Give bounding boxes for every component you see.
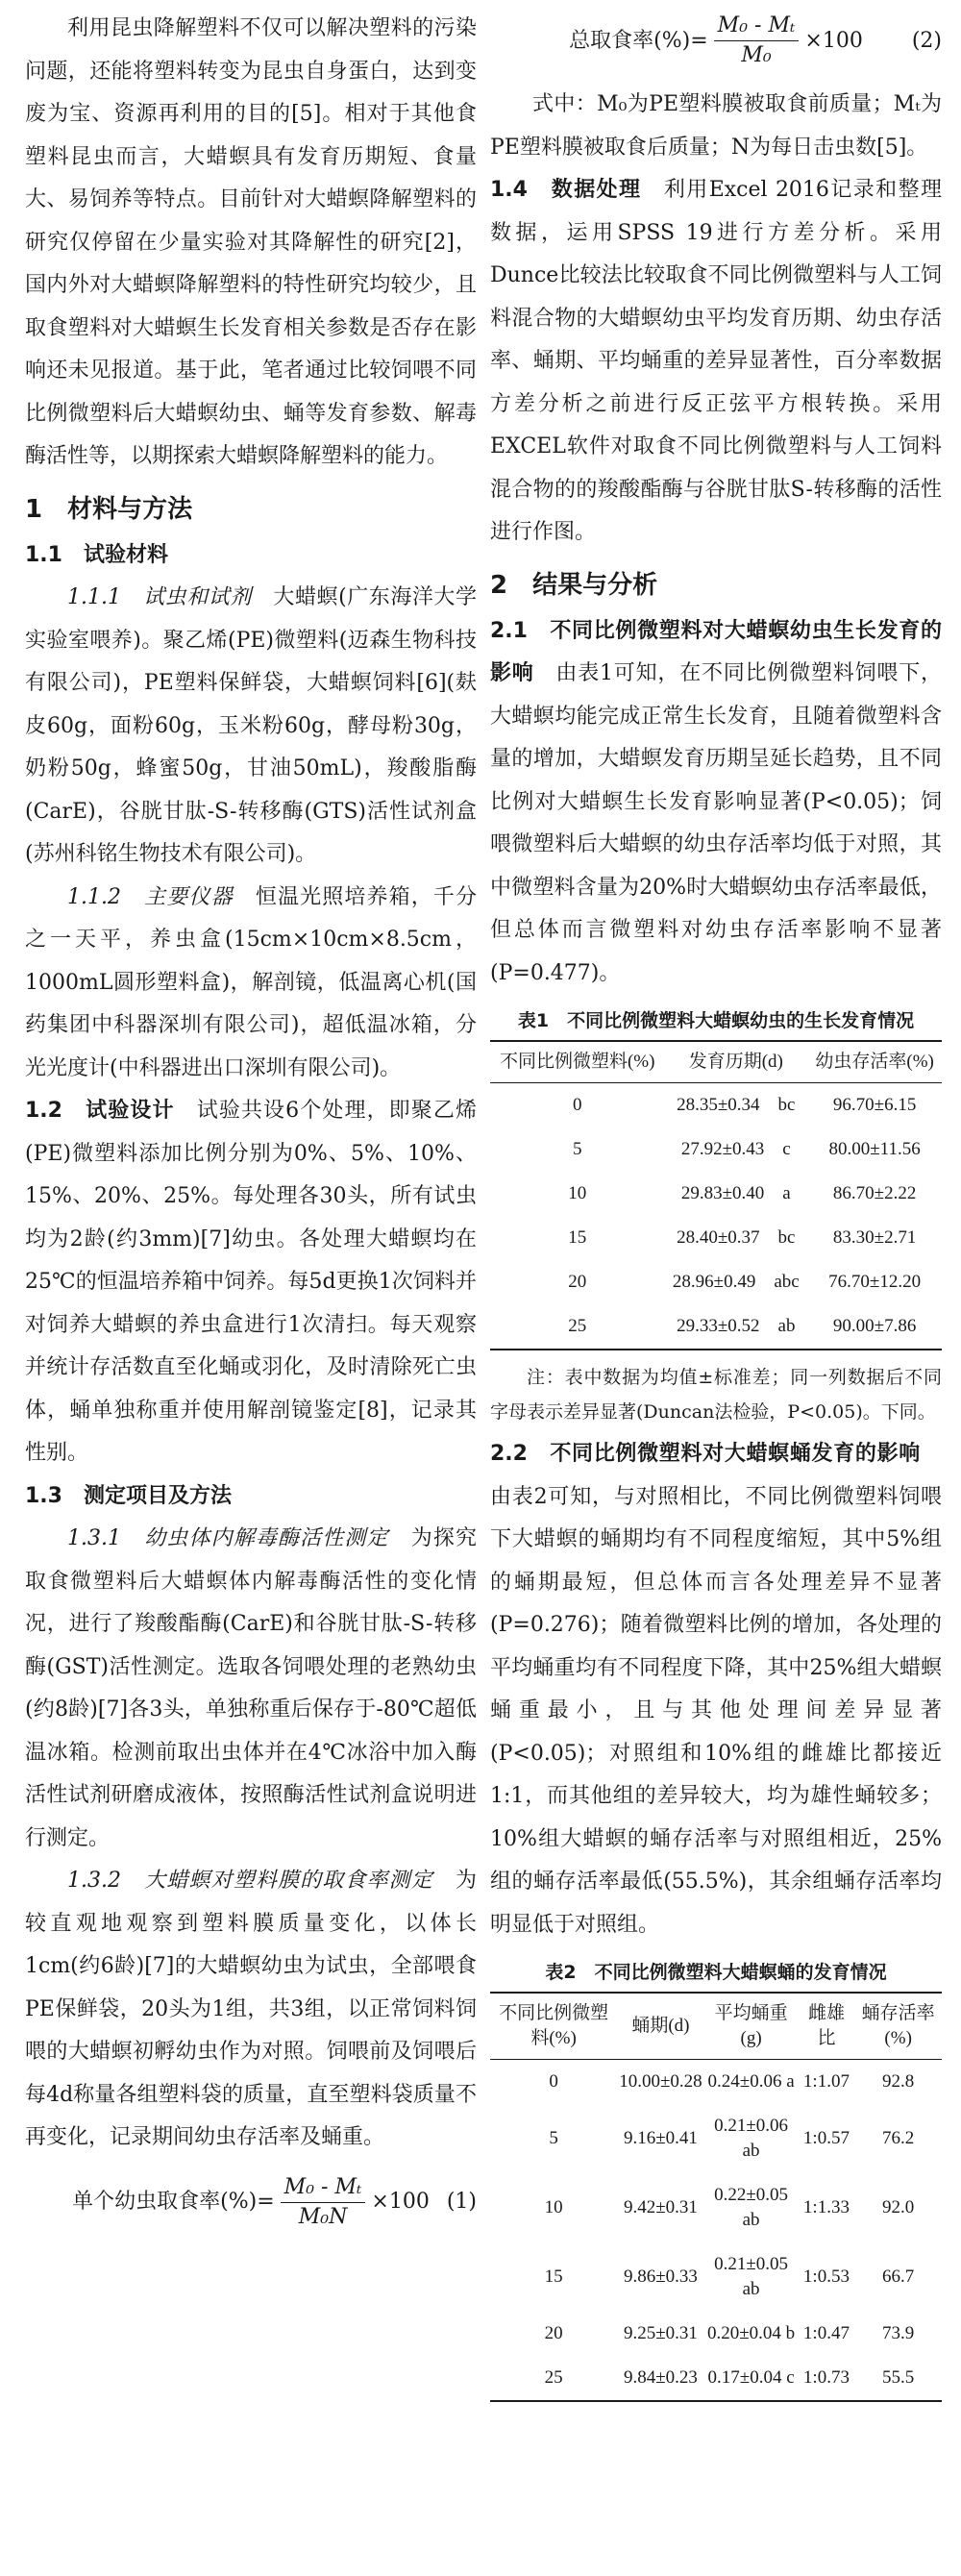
table-row — [490, 2242, 942, 2312]
section-1-4-paragraph — [490, 169, 942, 555]
table-cell: 27.92±0.43 c — [680, 1139, 791, 1159]
formula-1 — [25, 2173, 477, 2232]
table-cell: 1:1.07 — [802, 2071, 850, 2092]
table-row — [490, 2104, 942, 2173]
table-row — [490, 1083, 942, 1128]
section-1-4-heading: 1.4 数据处理 — [490, 178, 642, 202]
section-1-3-2-paragraph — [25, 1860, 477, 2160]
table-cell: 29.33±0.52 ab — [677, 1316, 796, 1336]
table-cell: 90.00±7.86 — [832, 1316, 917, 1336]
table-cell: 28.35±0.34 bc — [677, 1095, 796, 1115]
section-2-1-body: 由表1可知，在不同比例微塑料饲喂下，大蜡螟均能完成正常生长发育，且随着微塑料含量的增加，大蜡螟发育历期呈延长趋势，且不同比例对大蜡螟生长发育影响显著(P<0.05)；饲喂微塑料后大蜡螟的幼虫存活率均低于对照，其中微塑料含量为20%时大蜡螟幼虫存活率最低，但总体而言微塑料对幼虫存活率影响不显著(P=0.477)。 — [490, 661, 942, 985]
formula-1-numerator: M₀ - Mₜ — [281, 2173, 366, 2203]
table-cell: 0.24±0.06 a — [707, 2071, 795, 2092]
table-cell: 80.00±11.56 — [828, 1139, 921, 1159]
table-1-caption: 表1 不同比例微塑料大蜡螟幼虫的生长发育情况 — [517, 1010, 915, 1031]
section-2-2-heading: 2.2 不同比例微塑料对大蜡螟蛹发育的影响 — [490, 1442, 921, 1466]
table-cell: 9.84±0.23 — [623, 2367, 698, 2388]
table-cell: 28.96±0.49 abc — [672, 1272, 800, 1292]
table-cell: 25 — [544, 2367, 563, 2388]
table-1-note: 注：表中数据为均值±标准差；同一列数据后不同字母表示差异显著(Duncan法检验，P<0.05)。下同。 — [490, 1367, 942, 1423]
formula-2-label: 总取食率(%)= — [569, 28, 708, 53]
section-1-1-2-body: 恒温光照培养箱，千分之一天平，养虫盒(15cm×10cm×8.5cm，1000mL圆形塑料盒)，解剖镜，低温离心机(国药集团中科器深圳有限公司)，超低温冰箱，分光光度计(中科器进出口深圳有限公司)。 — [25, 884, 477, 1080]
table-cell: 1:0.57 — [802, 2128, 850, 2148]
table-row — [490, 1260, 942, 1304]
table-cell: 28.40±0.37 bc — [677, 1227, 796, 1248]
section-1-3-1-body: 为探究取食微塑料后大蜡螟体内解毒酶活性的变化情况，进行了羧酸酯酶(CarE)和谷胱甘肽-S-转移酶(GST)活性测定。选取各饲喂处理的老熟幼虫(约8龄)[7]各3头，单独称重后保存于-80℃超低温冰箱。检测前取出虫体并在4℃冰浴中加入酶活性试剂研磨成液体，按照酶活性试剂盒说明进行测定。 — [25, 1526, 477, 1850]
table-2-header-cell: 不同比例微塑料(%) — [490, 1993, 617, 2060]
section-2-2-paragraph — [490, 1433, 942, 1946]
table-row — [490, 1216, 942, 1260]
table-cell: 10.00±0.28 — [619, 2071, 702, 2092]
table-cell: 5 — [572, 1139, 582, 1159]
table-cell: 15 — [568, 1227, 587, 1248]
table-cell: 0.21±0.05 ab — [714, 2254, 789, 2299]
table-row — [490, 1304, 942, 1350]
formula-2-numerator: M₀ - Mₜ — [714, 12, 800, 41]
table-row — [490, 2356, 942, 2401]
table-cell: 20 — [568, 1272, 587, 1292]
table-cell: 9.16±0.41 — [623, 2128, 698, 2148]
section-1-2-paragraph — [25, 1090, 477, 1475]
table-cell: 92.0 — [882, 2197, 915, 2217]
table-1-header-cell: 发育历期(d) — [664, 1041, 807, 1083]
table-cell: 15 — [544, 2266, 563, 2287]
table-cell: 5 — [549, 2128, 558, 2148]
table-1-header-row — [490, 1041, 942, 1083]
section-1-2-heading: 1.2 试验设计 — [25, 1099, 175, 1123]
table-row — [490, 2312, 942, 2356]
formula-1-fraction — [281, 2173, 366, 2232]
section-1-1-1-paragraph — [25, 577, 477, 877]
section-1-3-1-heading: 1.3.1 幼虫体内解毒酶活性测定 — [67, 1526, 389, 1550]
section-1-4-body: 利用Excel 2016记录和整理数据，运用SPSS 19进行方差分析。采用Dunce比较法比较取食不同比例微塑料与人工饲料混合物的大蜡螟幼虫平均发育历期、幼虫存活率、蛹期、平均蛹重的差异显著性，百分率数据方差分析之前进行反正弦平方根转换。采用EXCEL软件对取食不同比例微塑料与人工饲料混合物的的羧酸酯酶与谷胱甘肽S-转移酶的活性进行作图。 — [490, 178, 942, 544]
table-cell: 83.30±2.71 — [832, 1227, 917, 1248]
table-cell: 0.22±0.05 ab — [714, 2185, 789, 2230]
formula-2-denominator: M₀ — [741, 43, 772, 67]
table-cell: 1:0.53 — [802, 2266, 850, 2287]
table-2 — [490, 1992, 942, 2402]
table-cell: 0.17±0.04 c — [707, 2367, 795, 2388]
table-cell: 0.20±0.04 b — [707, 2323, 796, 2343]
table-cell: 92.8 — [882, 2071, 915, 2092]
section-2-1-heading: 2.1 不同比例微塑料对大蜡螟幼虫生长发育的影响 — [490, 618, 942, 685]
table-1-header-cell: 不同比例微塑料(%) — [490, 1041, 664, 1083]
table-row — [490, 2060, 942, 2105]
table-cell: 76.70±12.20 — [828, 1272, 922, 1292]
section-1-3-heading: 1.3 测定项目及方法 — [25, 1483, 232, 1508]
left-column — [25, 8, 477, 2245]
table-row — [490, 1172, 942, 1216]
table-cell: 86.70±2.22 — [832, 1183, 917, 1203]
section-1-2-body: 试验共设6个处理，即聚乙烯(PE)微塑料添加比例分别为0%、5%、10%、15%、20%、25%。每处理各30头，所有试虫均为2龄(约3mm)[7]幼虫。各处理大蜡螟均在25℃的恒温培养箱中饲养。每5d更换1次饲料并对饲养大蜡螟的养虫盒进行1次清扫。每天观察并统计存活数直至化蛹或羽化，及时清除死亡虫体，蛹单独称重并使用解剖镜鉴定[8]，记录其性别。 — [25, 1099, 478, 1465]
table-2-caption: 表2 不同比例微塑料大蜡螟蛹的发育情况 — [545, 1962, 887, 1983]
table-cell: 25 — [568, 1316, 587, 1336]
formula-2-fraction — [714, 12, 800, 70]
formula-1-denominator: M₀N — [298, 2204, 348, 2229]
table-cell: 9.86±0.33 — [623, 2266, 698, 2287]
formula-2 — [490, 12, 942, 70]
formula-note-paragraph: 式中：M₀为PE塑料膜被取食前质量；Mₜ为PE塑料膜被取食后质量；N为每日击虫数[5]。 — [490, 92, 942, 160]
formula-1-tail: ×100 — [371, 2190, 430, 2214]
table-1-header-cell: 幼虫存活率(%) — [807, 1041, 942, 1083]
table-cell: 1:0.73 — [802, 2367, 850, 2388]
table-cell: 9.42±0.31 — [623, 2197, 698, 2217]
section-2-2-body: 由表2可知，与对照相比，不同比例微塑料饲喂下大蜡螟的蛹期均有不同程度缩短，其中5%组的蛹期最短，但总体而言各处理差异不显著(P=0.276)；随着微塑料比例的增加，各处理的平均蛹重均有不同程度下降，其中25%组大蜡螟蛹重最小，且与其他处理间差异显著(P<0.05)；对照组和10%组的雌雄比都接近1:1，而其他组的差异较大，均为雄性蛹较多；10%组大蜡螟的蛹存活率与对照组相近，25%组的蛹存活率最低(55.5%)，其余组蛹存活率均明显低于对照组。 — [490, 1442, 942, 1937]
table-cell: 66.7 — [882, 2266, 915, 2287]
table-cell: 96.70±6.15 — [832, 1095, 917, 1115]
section-1-1-1-heading: 1.1.1 试虫和试剂 — [67, 585, 252, 609]
section-2-heading: 2 结果与分析 — [490, 570, 658, 600]
table-2-header-cell: 蛹存活率(%) — [854, 1993, 942, 2060]
table-cell: 1:0.47 — [802, 2323, 850, 2343]
section-1-3-1-paragraph — [25, 1518, 477, 1860]
section-1-1-2-heading: 1.1.2 主要仪器 — [67, 884, 234, 909]
table-cell: 10 — [544, 2197, 563, 2217]
table-cell: 76.2 — [882, 2128, 915, 2148]
table-row — [490, 2173, 942, 2242]
right-column — [490, 8, 942, 2402]
section-1-3-2-heading: 1.3.2 大蜡螟对塑料膜的取食率测定 — [67, 1869, 433, 1893]
formula-2-tail: ×100 — [804, 28, 863, 53]
table-cell: 55.5 — [882, 2367, 915, 2388]
table-row — [490, 1127, 942, 1172]
section-1-3-2-body: 为较直观地观察到塑料膜质量变化，以体长1cm(约6龄)[7]的大蜡螟幼虫为试虫，全部喂食PE保鲜袋，20头为1组，共3组，以正常饲料饲喂的大蜡螟初孵幼虫作为对照。饲喂前及饲喂后每4d称量各组塑料袋的质量，直至塑料袋质量不再变化，记录期间幼虫存活率及蛹重。 — [25, 1869, 477, 2149]
table-cell: 0 — [549, 2071, 558, 2092]
table-2-header-row — [490, 1993, 942, 2060]
table-cell: 29.83±0.40 a — [680, 1183, 791, 1203]
table-1 — [490, 1040, 942, 1350]
table-cell: 20 — [544, 2323, 563, 2343]
section-1-1-heading: 1.1 试验材料 — [25, 542, 168, 567]
table-cell: 9.25±0.31 — [623, 2323, 698, 2343]
table-2-header-cell: 平均蛹重(g) — [704, 1993, 799, 2060]
table-cell: 1:1.33 — [802, 2197, 850, 2217]
table-cell: 73.9 — [882, 2323, 915, 2343]
formula-1-number: (1) — [446, 2190, 477, 2214]
table-2-header-cell: 雌雄比 — [799, 1993, 855, 2060]
table-cell: 0 — [572, 1095, 582, 1115]
section-1-heading: 1 材料与方法 — [25, 494, 193, 524]
formula-1-label: 单个幼虫取食率(%)= — [72, 2190, 275, 2214]
section-1-1-2-paragraph — [25, 877, 477, 1091]
section-1-1-1-body: 大蜡螟(广东海洋大学实验室喂养)。聚乙烯(PE)微塑料(迈森生物科技有限公司)，PE塑料保鲜袋，大蜡螟饲料[6](麸皮60g，面粉60g，玉米粉60g，酵母粉30g，奶粉50g，蜂蜜50g，甘油50mL)，羧酸脂酶(CarE)，谷胱甘肽-S-转移酶(GTS)活性试剂盒(苏州科铭生物技术有限公司)。 — [25, 585, 477, 866]
intro-paragraph: 利用昆虫降解塑料不仅可以解决塑料的污染问题，还能将塑料转变为昆虫自身蛋白，达到变废为宝、资源再利用的目的[5]。相对于其他食塑料昆虫而言，大蜡螟具有发育历期短、食量大、易饲养等特点。目前针对大蜡螟降解塑料的研究仅停留在少量实验对其降解性的研究[2]，国内外对大蜡螟降解塑料的特性研究均较少，且取食塑料对大蜡螟生长发育相关参数是否存在影响还未见报道。基于此，笔者通过比较饲喂不同比例微塑料后大蜡螟幼虫、蛹等发育参数、解毒酶活性等，以期探索大蜡螟降解塑料的能力。 — [25, 16, 477, 468]
formula-2-number: (2) — [911, 28, 942, 53]
table-cell: 0.21±0.06 ab — [714, 2116, 789, 2161]
table-cell: 10 — [568, 1183, 587, 1203]
section-2-1-paragraph — [490, 610, 942, 996]
table-2-header-cell: 蛹期(d) — [617, 1993, 703, 2060]
